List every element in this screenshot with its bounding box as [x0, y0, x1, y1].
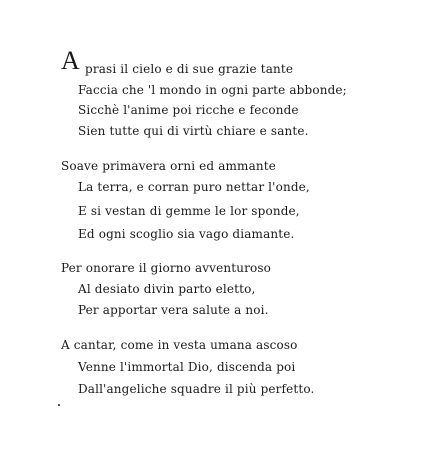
stanza-4-line-2: Venne l'immortal Dio, discenda poi [78, 360, 296, 374]
drop-cap: A [61, 46, 80, 75]
stanza-1-line-3: Sicchè l'anime poi ricche e feconde [78, 103, 299, 117]
stanza-4-line-3: Dall'angeliche squadre il più perfetto. [78, 382, 315, 396]
stanza-3-line-1: Per onorare il giorno avventuroso [61, 261, 272, 275]
ink-speck [58, 404, 60, 406]
stanza-1-line-4: Sien tutte qui di virtù chiare e sante. [78, 124, 309, 138]
stanza-2-line-1: Soave primavera orni ed ammante [61, 159, 276, 173]
stanza-1-line-2: Faccia che 'l mondo in ogni parte abbonde; [78, 83, 347, 97]
stanza-4-line-1: A cantar, come in vesta umana ascoso [61, 338, 298, 352]
stanza-1-line-1: prasi il cielo e di sue grazie tante [85, 62, 294, 76]
stanza-2-line-2: La terra, e corran puro nettar l'onde, [78, 180, 310, 194]
stanza-3-line-2: Al desiato divin parto eletto, [78, 282, 256, 296]
stanza-2-line-3: E si vestan di gemme le lor sponde, [78, 204, 300, 218]
stanza-2-line-4: Ed ogni scoglio sia vago diamante. [78, 227, 295, 241]
stanza-3-line-3: Per apportar vera salute a noi. [78, 303, 269, 317]
